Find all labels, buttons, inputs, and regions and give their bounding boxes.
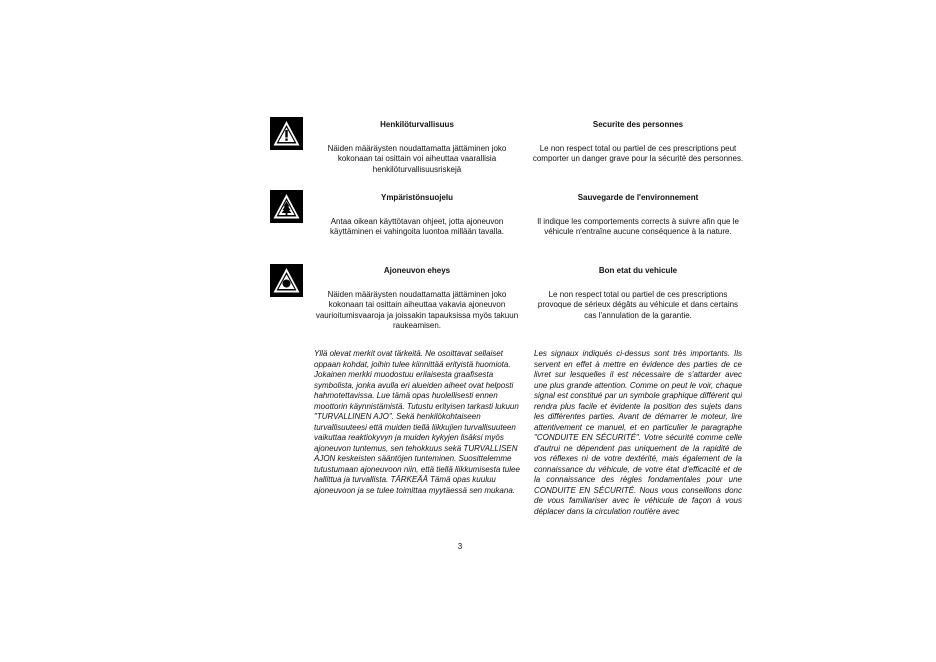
section-fi-environment (314, 193, 520, 238)
section-title: Ympäristönsuojelu (380, 193, 453, 202)
intro-paragraph-fi: Yllä olevat merkit ovat tärkeitä. Ne osoittavat sellaiset oppaan kohdat, joihin tulee kiinnittää erityistä huomiota. Jokainen merkki muodostuu erilaisesta graafisesta symbolista, jonka avulla eri alueiden aiheet ovat helposti hahmotettavissa. Lue tämä opas huolellisesti ennen moottorin käynnistämistä. Tutustu erityisen tarkasti lukuun "TURVALLINEN AJO". Sekä henkilökohtaiseen turvallisuuteesi että muiden tiellä liikkujien turvallisuuteen vaikuttaa reaktiokyvyn ja muiden kykyjen lisäksi myös ajoneuvon tuntemus, sen tehokkuus sekä TURVALLISEN AJON keskeisten sääntöjen tunteminen. Suosittelemme tutustumaan ajoneuvoon niin, että tiellä liikkumisesta tulee hallittua ja turvallista. TÄRKEÄÄ Tämä opas kuuluu ajoneuvoon ja se tulee toimittaa myytäessä sen mukana. (314, 349, 520, 495)
section-body: Le non respect total ou partiel de ces prescriptions provoque de sérieux dégâts au véhicule et dans certains cas l'annulation de la garantie. (537, 289, 739, 320)
section-body: Le non respect total ou partiel de ces prescriptions peut comporter un danger grave pour la sécurité des personnes. (532, 143, 744, 164)
section-title: Sauvegarde de l'environnement (577, 193, 699, 202)
section-body: Antaa oikean käyttötavan ohjeet, jotta ajoneuvon käyttäminen ei vahingoita luontoa millään tavalla. (330, 216, 504, 237)
section-fi-vehicle (314, 266, 520, 332)
section-body: Näiden määräysten noudattamatta jättäminen joko kokonaan tai osittain voi aiheuttaa vaarallisia henkilöturvallisuusriskejä (327, 143, 507, 174)
section-body: Il indique les comportements corrects à suivre afin que le véhicule n'entraîne aucune conséquence à la nature. (537, 216, 739, 237)
intro-paragraph-fr: Les signaux indiqués ci-dessus sont très importants. Ils servent en effet à mettre en évidence des parties de ce livret sur lesquelles il est nécessaire de s'attarder avec une plus grande attention. Comme on peut le voir, chaque signal est constitué par un symbole graphique différent qui rendra plus facile et évidente la position des sujets dans les différentes parties. Avant de démarrer le moteur, lire attentivement ce manuel, et en particulier le paragraphe "CONDUITE EN SÉCURITÉ". Votre sécurité comme celle d'autrui ne dépendent pas uniquement de la rapidité de vos réflexes ni de votre dextérité, mais également de la connaissance du véhicule, de votre état d'efficacité et de la connaissance des règles fondamentales pour une CONDUITE EN SÉCURITÉ. Nous vous conseillons donc de vous familiariser avec le véhicule de façon à vous déplacer dans la circulation routière avec (534, 349, 742, 516)
page-number: 3 (457, 542, 463, 551)
section-fi-personal-safety (314, 120, 520, 175)
warning-triangle-exclamation-icon (270, 117, 303, 150)
section-fr-vehicle (532, 266, 744, 321)
section-body: Näiden määräysten noudattamatta jättäminen joko kokonaan tai osittain aiheuttaa vakavia ajoneuvon vaurioitumisvaaroja ja joissakin tapauksissa myös takuun raukeamisen. (315, 289, 519, 331)
environment-tree-triangle-icon (270, 190, 303, 223)
section-title: Ajoneuvon eheys (383, 266, 451, 275)
vehicle-safety-triangle-icon (270, 264, 303, 297)
section-title: Bon etat du vehicule (598, 266, 678, 275)
section-fr-environment (532, 193, 744, 238)
section-title: Henkilöturvallisuus (380, 120, 454, 129)
section-title: Securite des personnes (592, 120, 684, 129)
section-fr-personal-safety (532, 120, 744, 165)
